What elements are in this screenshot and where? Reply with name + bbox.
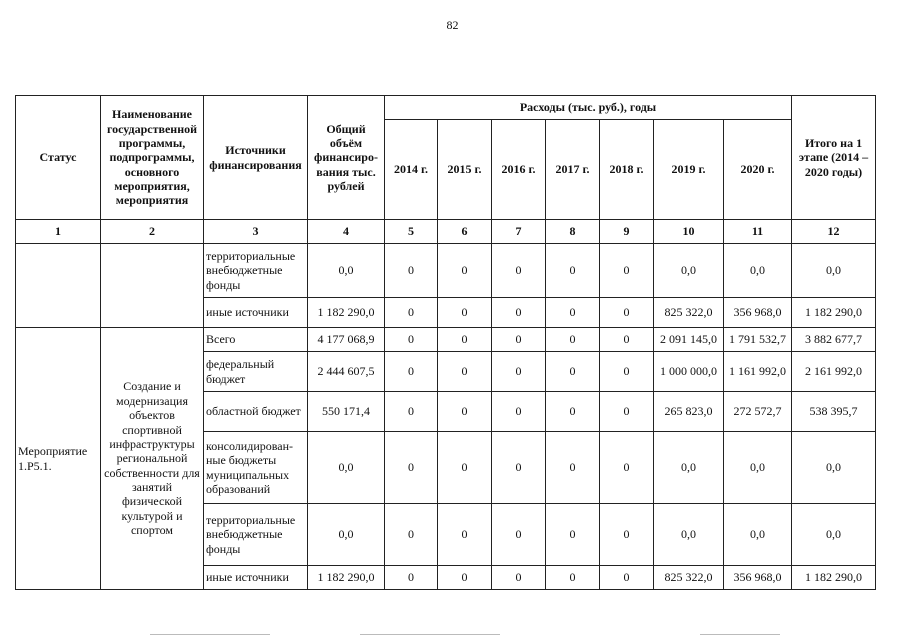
source-cell: Всего	[204, 328, 308, 352]
year-value-cell: 0	[600, 244, 654, 298]
financing-table	[15, 95, 876, 590]
table-row	[16, 244, 876, 298]
source-cell: федеральный бюджет	[204, 352, 308, 392]
header-year: 2018 г.	[600, 120, 654, 220]
year-value-cell: 0	[492, 352, 546, 392]
year-value-cell: 0	[492, 244, 546, 298]
year-value-cell: 0	[600, 504, 654, 566]
total-cell: 0,0	[308, 244, 385, 298]
year-value-cell: 0,0	[654, 432, 724, 504]
column-number: 5	[385, 220, 438, 244]
stage-total-cell: 2 161 992,0	[792, 352, 876, 392]
total-cell: 2 444 607,5	[308, 352, 385, 392]
source-cell: иные источники	[204, 566, 308, 590]
year-value-cell: 0	[385, 352, 438, 392]
header-status: Статус	[16, 96, 101, 220]
year-value-cell: 0	[385, 504, 438, 566]
total-cell: 1 182 290,0	[308, 566, 385, 590]
year-value-cell: 0	[546, 504, 600, 566]
source-cell: областной бюджет	[204, 392, 308, 432]
year-value-cell: 0	[438, 566, 492, 590]
year-value-cell: 0	[600, 328, 654, 352]
source-cell: территориальные внебюджетные фонды	[204, 504, 308, 566]
header-year: 2016 г.	[492, 120, 546, 220]
column-number: 1	[16, 220, 101, 244]
total-cell: 550 171,4	[308, 392, 385, 432]
year-value-cell: 0	[492, 566, 546, 590]
name-cell	[101, 244, 204, 328]
column-numbers-row	[16, 220, 876, 244]
header-year: 2019 г.	[654, 120, 724, 220]
year-value-cell: 0	[438, 392, 492, 432]
stage-total-cell: 1 182 290,0	[792, 566, 876, 590]
year-value-cell: 0	[385, 566, 438, 590]
event-name: Создание и модернизация объектов спортивной инфраструктуры региональной собственности для занятий физической культурой и спортом	[101, 328, 204, 590]
column-number: 2	[101, 220, 204, 244]
column-number: 12	[792, 220, 876, 244]
year-value-cell: 0,0	[654, 504, 724, 566]
header-year: 2015 г.	[438, 120, 492, 220]
header-expenses: Расходы (тыс. руб.), годы	[385, 96, 792, 120]
stage-total-cell: 0,0	[792, 244, 876, 298]
header-year: 2017 г.	[546, 120, 600, 220]
year-value-cell: 356 968,0	[724, 298, 792, 328]
year-value-cell: 0	[546, 298, 600, 328]
column-number: 9	[600, 220, 654, 244]
year-value-cell: 2 091 145,0	[654, 328, 724, 352]
stage-total-cell: 0,0	[792, 432, 876, 504]
total-cell: 4 177 068,9	[308, 328, 385, 352]
year-value-cell: 0	[600, 298, 654, 328]
total-cell: 0,0	[308, 432, 385, 504]
year-value-cell: 0	[385, 244, 438, 298]
year-value-cell: 0	[385, 432, 438, 504]
year-value-cell: 825 322,0	[654, 566, 724, 590]
stage-total-cell: 0,0	[792, 504, 876, 566]
year-value-cell: 0	[492, 328, 546, 352]
year-value-cell: 0	[600, 566, 654, 590]
year-value-cell: 0	[492, 504, 546, 566]
column-number: 4	[308, 220, 385, 244]
year-value-cell: 356 968,0	[724, 566, 792, 590]
year-value-cell: 0,0	[724, 244, 792, 298]
year-value-cell: 0	[492, 298, 546, 328]
header-sources: Источники финансирования	[204, 96, 308, 220]
column-number: 8	[546, 220, 600, 244]
year-value-cell: 0	[438, 504, 492, 566]
header-year: 2014 г.	[385, 120, 438, 220]
year-value-cell: 0,0	[724, 432, 792, 504]
year-value-cell: 265 823,0	[654, 392, 724, 432]
year-value-cell: 0	[438, 298, 492, 328]
header-name: Наименование государственной программы, подпрограммы, основного мероприятия, мероприятия	[101, 96, 204, 220]
year-value-cell: 0	[600, 432, 654, 504]
year-value-cell: 0	[546, 328, 600, 352]
stage-total-cell: 1 182 290,0	[792, 298, 876, 328]
year-value-cell: 0	[546, 244, 600, 298]
year-value-cell: 0	[385, 328, 438, 352]
year-value-cell: 1 791 532,7	[724, 328, 792, 352]
year-value-cell: 0	[600, 392, 654, 432]
year-value-cell: 0	[546, 566, 600, 590]
source-cell: территориальные внебюджетные фонды	[204, 244, 308, 298]
year-value-cell: 1 161 992,0	[724, 352, 792, 392]
year-value-cell: 0	[385, 298, 438, 328]
year-value-cell: 0	[438, 432, 492, 504]
column-number: 10	[654, 220, 724, 244]
year-value-cell: 0	[546, 432, 600, 504]
column-number: 11	[724, 220, 792, 244]
year-value-cell: 0	[385, 392, 438, 432]
header-stage-total: Итого на 1 этапе (2014 – 2020 годы)	[792, 96, 876, 220]
header-total: Общий объём финансиро-вания тыс. рублей	[308, 96, 385, 220]
total-cell: 0,0	[308, 504, 385, 566]
year-value-cell: 0	[546, 352, 600, 392]
column-number: 3	[204, 220, 308, 244]
header-year: 2020 г.	[724, 120, 792, 220]
table-row	[16, 328, 876, 352]
page-number: 82	[446, 18, 459, 32]
year-value-cell: 0	[438, 328, 492, 352]
year-value-cell: 0	[492, 392, 546, 432]
column-number: 7	[492, 220, 546, 244]
event-status: Мероприятие 1.Р5.1.	[16, 328, 101, 590]
year-value-cell: 0	[600, 352, 654, 392]
stage-total-cell: 538 395,7	[792, 392, 876, 432]
stage-total-cell: 3 882 677,7	[792, 328, 876, 352]
year-value-cell: 1 000 000,0	[654, 352, 724, 392]
year-value-cell: 0	[438, 244, 492, 298]
year-value-cell: 0,0	[724, 504, 792, 566]
year-value-cell: 0	[492, 432, 546, 504]
year-value-cell: 0	[438, 352, 492, 392]
year-value-cell: 825 322,0	[654, 298, 724, 328]
column-number: 6	[438, 220, 492, 244]
year-value-cell: 272 572,7	[724, 392, 792, 432]
year-value-cell: 0,0	[654, 244, 724, 298]
table-body	[16, 220, 876, 590]
total-cell: 1 182 290,0	[308, 298, 385, 328]
year-value-cell: 0	[546, 392, 600, 432]
source-cell: консолидирован-ные бюджеты муниципальных образований	[204, 432, 308, 504]
source-cell: иные источники	[204, 298, 308, 328]
status-cell	[16, 244, 101, 328]
